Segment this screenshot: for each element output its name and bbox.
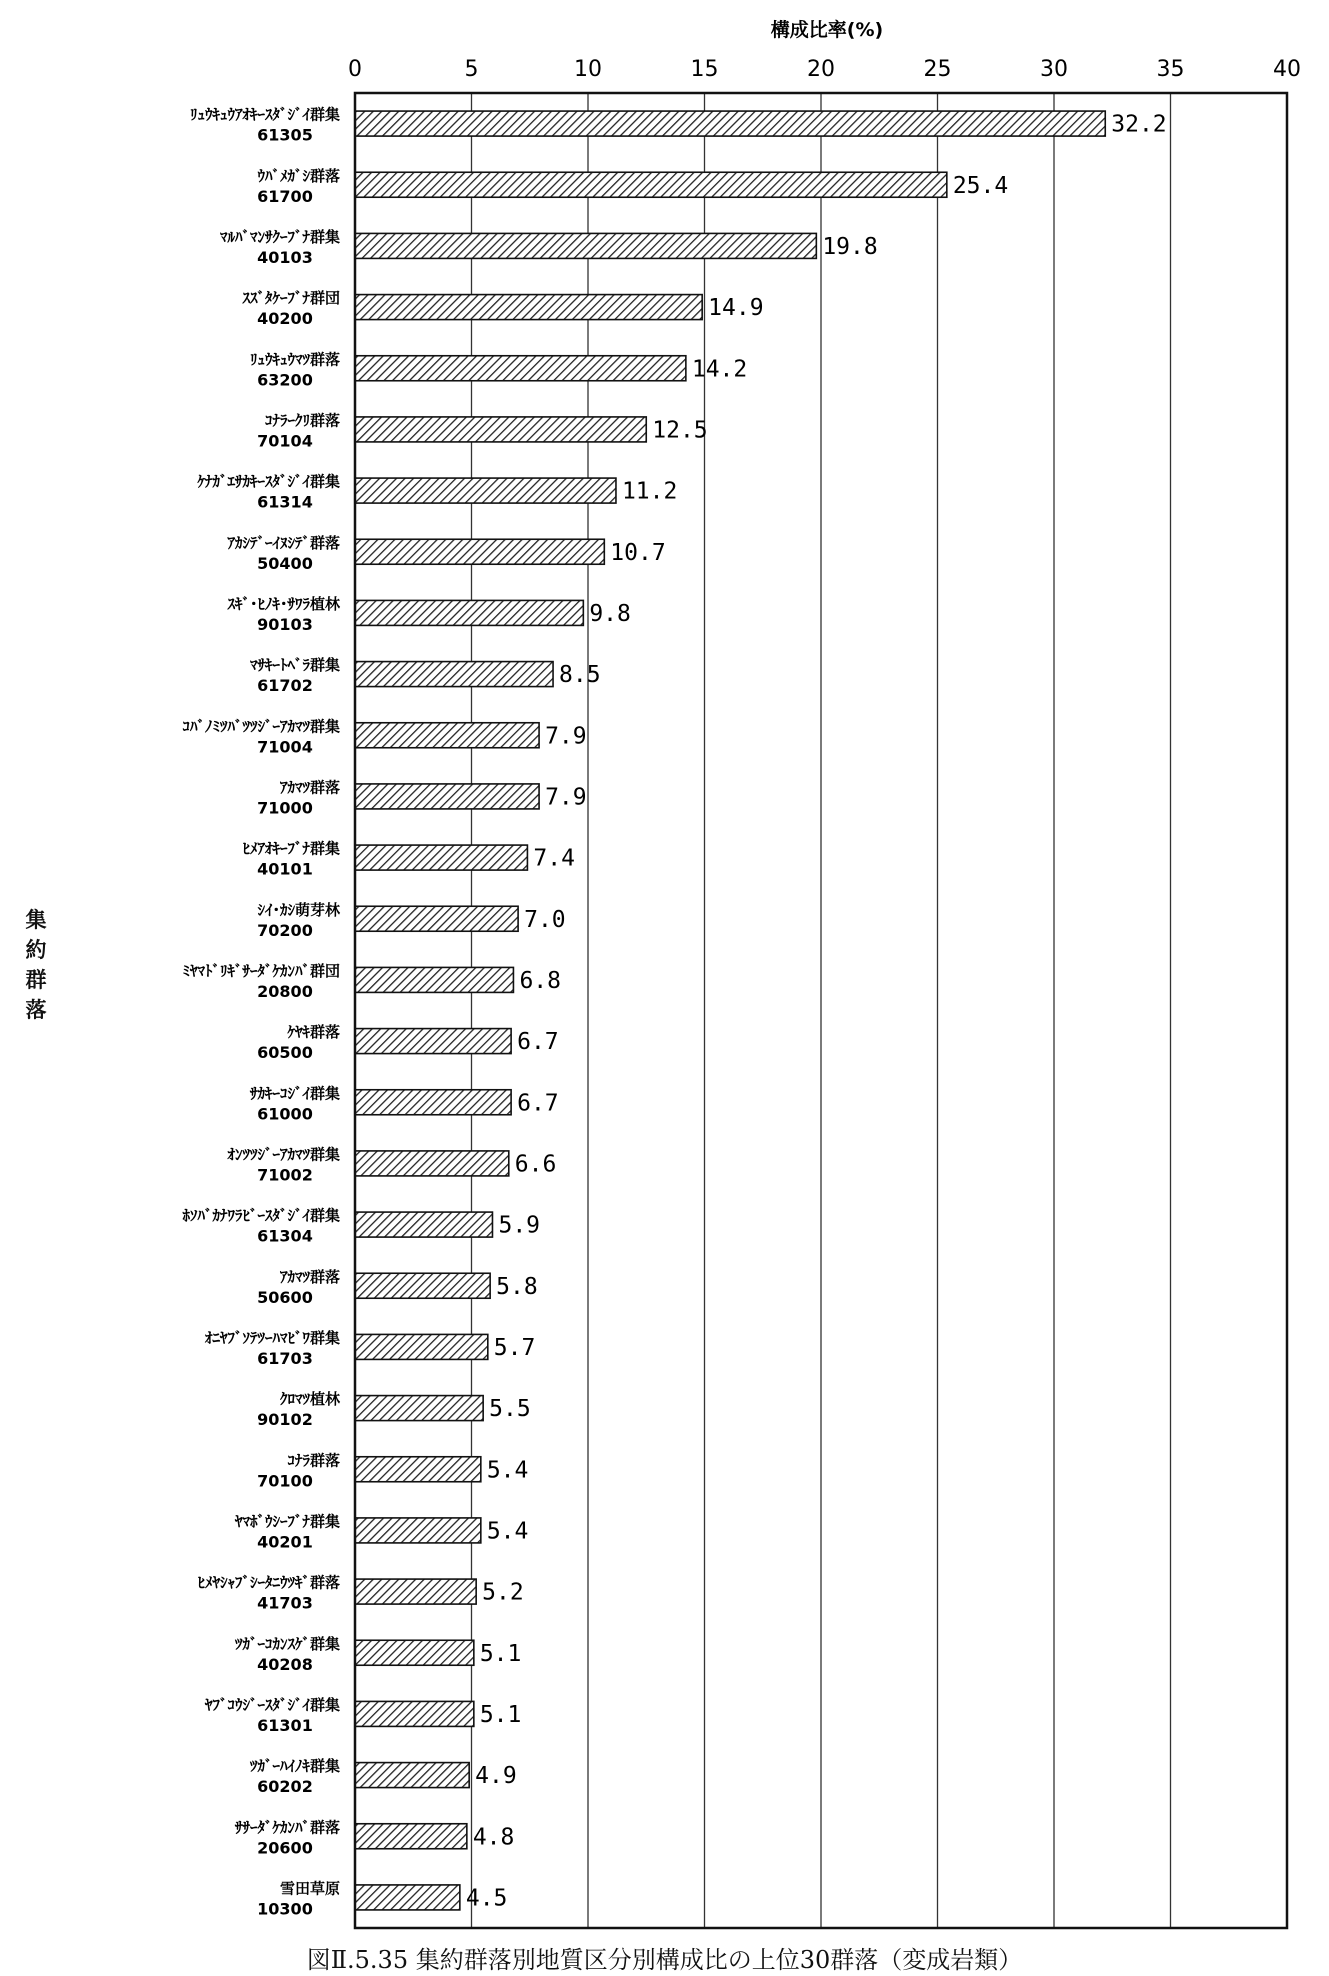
bar-value-label: 12.5 <box>652 417 708 444</box>
category-code: 40103 <box>257 247 313 267</box>
bar-value-label: 5.2 <box>482 1579 524 1606</box>
category-code: 40200 <box>257 309 313 329</box>
bar-value-label: 10.7 <box>610 539 666 566</box>
bar-value-label: 5.5 <box>489 1396 531 1423</box>
category-code: 71004 <box>257 737 313 757</box>
category-name: ｺﾅﾗｰｸﾘ群落 <box>264 411 340 430</box>
x-axis-title: 構成比率(%) <box>770 19 884 41</box>
bar <box>355 417 646 442</box>
bar-value-label: 5.1 <box>479 1640 522 1667</box>
category-code: 40201 <box>257 1532 313 1552</box>
bar-value-label: 7.0 <box>524 906 566 933</box>
category-code: 61703 <box>257 1348 313 1368</box>
category-code: 63200 <box>257 370 313 390</box>
bar <box>355 1763 469 1788</box>
category-code: 61304 <box>257 1226 313 1246</box>
bar <box>355 1029 511 1054</box>
category-code: 61000 <box>257 1104 313 1124</box>
category-name: ﾏﾙﾊﾞﾏﾝｻｸｰﾌﾞﾅ群集 <box>219 227 340 246</box>
bar-value-label: 6.7 <box>517 1029 559 1056</box>
category-name: ﾋﾒｱｵｷｰﾌﾞﾅ群集 <box>242 839 340 858</box>
x-tick-label: 35 <box>1156 57 1185 82</box>
bar <box>355 233 816 258</box>
bar <box>355 1151 509 1176</box>
bar-value-label: 4.9 <box>475 1763 517 1790</box>
bar <box>355 295 702 320</box>
bar-value-label: 7.9 <box>545 723 587 750</box>
category-name: ｽｷﾞ･ﾋﾉｷ･ｻﾜﾗ植林 <box>227 594 340 613</box>
category-code: 20600 <box>257 1838 313 1858</box>
bar-value-label: 19.8 <box>822 233 878 260</box>
category-name: 雪田草原 <box>279 1879 340 1898</box>
category-name: ｱｶﾏﾂ群落 <box>279 778 340 797</box>
category-name: ｹﾔｷ群落 <box>287 1023 340 1042</box>
category-code: 40101 <box>257 859 313 879</box>
category-code: 61314 <box>257 492 313 512</box>
bar <box>355 1457 481 1482</box>
category-name: ﾘｭｳｷｭｳｱｵｷｰｽﾀﾞｼﾞｲ群集 <box>189 105 340 124</box>
category-name: ｹﾅｶﾞｴｻｶｷｰｽﾀﾞｼﾞｲ群集 <box>197 472 340 491</box>
x-tick-label: 30 <box>1040 57 1068 82</box>
bar <box>355 600 583 625</box>
bar-value-label: 32.2 <box>1111 111 1167 138</box>
bar <box>355 967 513 992</box>
bar <box>355 845 527 870</box>
bar-value-label: 6.8 <box>519 967 561 994</box>
bar <box>355 1518 481 1543</box>
x-tick-label: 5 <box>464 57 479 82</box>
bar-value-label: 9.8 <box>589 600 631 627</box>
bar <box>355 111 1105 136</box>
category-code: 20800 <box>257 981 313 1001</box>
bar <box>355 1273 490 1298</box>
category-name: ﾂｶﾞｰｺｶﾝｽｹﾞ群集 <box>234 1634 340 1653</box>
category-code: 50600 <box>257 1287 313 1307</box>
bar <box>355 1640 474 1665</box>
bar-value-label: 5.8 <box>496 1273 538 1300</box>
category-code: 90102 <box>257 1410 313 1430</box>
category-name: ｻｻｰﾀﾞｹｶﾝﾊﾞ群落 <box>234 1818 340 1837</box>
bar <box>355 1579 476 1604</box>
category-name: ｳﾊﾞﾒｶﾞｼ群落 <box>257 166 340 185</box>
category-name: ｱｶﾏﾂ群落 <box>279 1267 340 1286</box>
bar-value-label: 5.7 <box>493 1334 536 1361</box>
bar <box>355 1824 467 1849</box>
bar <box>355 662 553 687</box>
x-tick-label: 20 <box>807 57 835 82</box>
bar-value-label: 5.4 <box>486 1518 529 1545</box>
bar <box>355 1701 474 1726</box>
bar-value-label: 6.7 <box>517 1090 559 1117</box>
category-name: ﾂｶﾞｰﾊｲﾉｷ群集 <box>249 1757 340 1776</box>
bar-value-label: 5.9 <box>498 1212 541 1239</box>
x-tick-label: 0 <box>348 57 362 82</box>
bar <box>355 1334 488 1359</box>
bar-value-label: 25.4 <box>952 172 1009 199</box>
category-code: 70104 <box>257 431 313 451</box>
bar-value-label: 6.6 <box>514 1151 557 1178</box>
bar-value-label: 4.5 <box>465 1885 508 1912</box>
category-code: 61305 <box>257 125 313 145</box>
bar <box>355 1885 460 1910</box>
category-code: 90103 <box>257 614 313 634</box>
bar-value-label: 4.8 <box>472 1824 515 1851</box>
x-tick-label: 15 <box>690 57 719 82</box>
bar <box>355 1212 492 1237</box>
category-code: 70100 <box>257 1471 313 1491</box>
x-tick-label: 10 <box>574 57 602 82</box>
bar-value-label: 8.5 <box>559 662 601 689</box>
category-code: 50400 <box>257 553 313 573</box>
x-tick-label: 25 <box>923 57 952 82</box>
category-name: ﾎｿﾊﾞｶﾅﾜﾗﾋﾞｰｽﾀﾞｼﾞｲ群集 <box>182 1206 340 1225</box>
category-name: ｽｽﾞﾀｹｰﾌﾞﾅ群団 <box>242 289 340 308</box>
bar <box>355 539 604 564</box>
bar <box>355 1090 511 1115</box>
figure-caption: 図Ⅱ.5.35 集約群落別地質区分別構成比の上位30群落（変成岩類） <box>306 1946 1023 1974</box>
category-code: 60202 <box>257 1777 313 1797</box>
bar <box>355 356 686 381</box>
category-name: ｼｲ･ｶｼ萌芽林 <box>257 900 340 919</box>
bar <box>355 172 947 197</box>
category-code: 71002 <box>257 1165 313 1185</box>
y-axis-title: 集約群落 <box>25 908 47 1022</box>
category-name: ﾐﾔﾏﾄﾞﾘｷﾞｻｰﾀﾞｹｶﾝﾊﾞ群団 <box>182 961 340 980</box>
category-name: ｵﾝﾂﾂｼﾞｰｱｶﾏﾂ群集 <box>227 1145 340 1164</box>
bar-value-label: 5.4 <box>486 1457 529 1484</box>
bar-value-label: 14.2 <box>691 356 748 383</box>
category-code: 61700 <box>257 186 313 206</box>
x-tick-labels <box>348 57 1301 82</box>
category-name: ｺﾊﾞﾉﾐﾂﾊﾞﾂﾂｼﾞｰｱｶﾏﾂ群集 <box>182 717 340 736</box>
category-name: ｱｶｼﾃﾞｰｲﾇｼﾃﾞ群落 <box>227 533 340 552</box>
category-name: ｻｶｷｰｺｼﾞｲ群集 <box>249 1084 340 1103</box>
category-code: 40208 <box>257 1654 313 1674</box>
category-name: ﾔﾏﾎﾞｳｼｰﾌﾞﾅ群集 <box>234 1512 340 1531</box>
bar <box>355 784 539 809</box>
category-code: 41703 <box>257 1593 313 1613</box>
bar <box>355 1396 483 1421</box>
bar-value-label: 11.2 <box>621 478 678 505</box>
category-code: 61702 <box>257 676 313 696</box>
bar-value-label: 7.9 <box>545 784 587 811</box>
category-code: 10300 <box>257 1899 313 1919</box>
bar-value-label: 5.1 <box>479 1701 522 1728</box>
category-name: ﾔﾌﾞｺｳｼﾞｰｽﾀﾞｼﾞｲ群集 <box>204 1695 340 1714</box>
category-name: ﾋﾒﾔｼｬﾌﾞｼｰﾀﾆｳﾂｷﾞ群落 <box>197 1573 340 1592</box>
bar <box>355 478 616 503</box>
category-code: 71000 <box>257 798 313 818</box>
category-name: ﾘｭｳｷｭｳﾏﾂ群落 <box>249 350 340 369</box>
category-name: ｺﾅﾗ群落 <box>287 1451 340 1470</box>
bar-value-label: 14.9 <box>708 295 764 322</box>
category-name: ｸﾛﾏﾂ植林 <box>279 1390 340 1409</box>
bar-value-label: 7.4 <box>533 845 575 872</box>
category-name: ｵﾆﾔﾌﾞｿﾃﾂｰﾊﾏﾋﾞﾜ群集 <box>204 1328 340 1347</box>
bar <box>355 723 539 748</box>
bar <box>355 906 518 931</box>
x-tick-label: 40 <box>1273 57 1301 82</box>
category-code: 60500 <box>257 1043 313 1063</box>
category-code: 61301 <box>257 1715 313 1735</box>
category-name: ﾏｻｷｰﾄﾍﾞﾗ群集 <box>249 656 340 675</box>
category-code: 70200 <box>257 920 313 940</box>
